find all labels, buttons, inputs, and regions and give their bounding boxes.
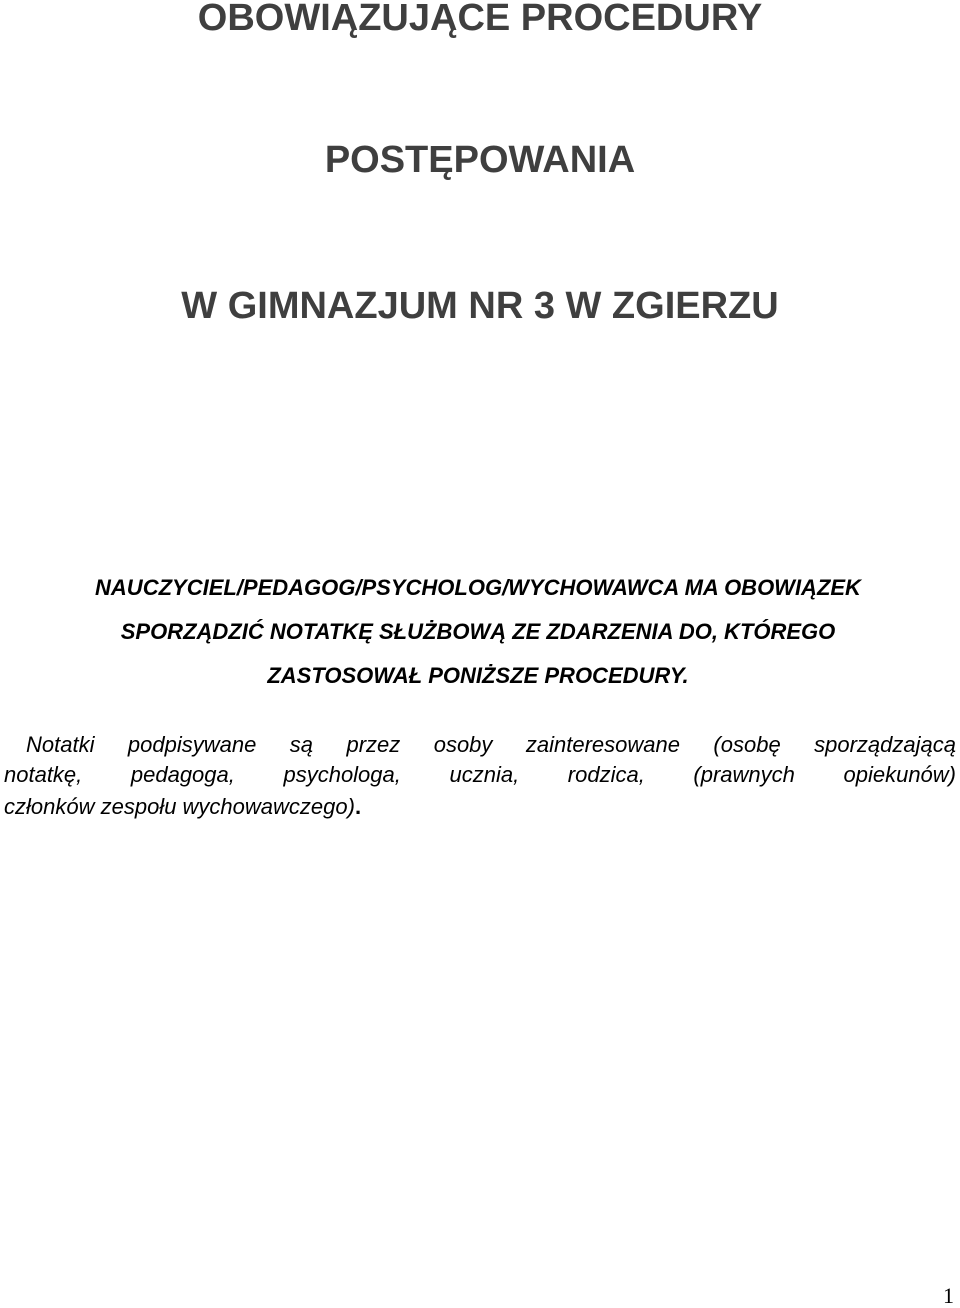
paragraph-line-3-period: . xyxy=(354,794,362,819)
paragraph-line-1: Notatki podpisywane są przez osoby zainteresowane (osobę sporządzającą xyxy=(26,732,956,757)
title-line-1: OBOWIĄZUJĄCE PROCEDURY xyxy=(197,0,763,39)
notice-line-1: NAUCZYCIEL/PEDAGOG/PSYCHOLOG/WYCHOWAWCA MA OBOWIĄZEK xyxy=(95,575,861,600)
notice-line-2: SPORZĄDZIĆ NOTATKĘ SŁUŻBOWĄ ZE ZDARZENIA DO, KTÓREGO xyxy=(120,619,836,644)
notice-line-3: ZASTOSOWAŁ PONIŻSZE PROCEDURY. xyxy=(267,663,689,688)
page-number: 1 xyxy=(943,1283,954,1308)
paragraph-line-2: notatkę, pedagoga, psychologa, ucznia, rodzica, (prawnych opiekunów) xyxy=(4,762,956,787)
title-line-3: W GIMNAZJUM NR 3 W ZGIERZU xyxy=(181,285,779,327)
title-line-2: POSTĘPOWANIA xyxy=(324,139,636,181)
paragraph-line-3-text: członków zespołu wychowawczego) xyxy=(4,794,355,819)
paragraph-line-3 xyxy=(4,792,956,822)
